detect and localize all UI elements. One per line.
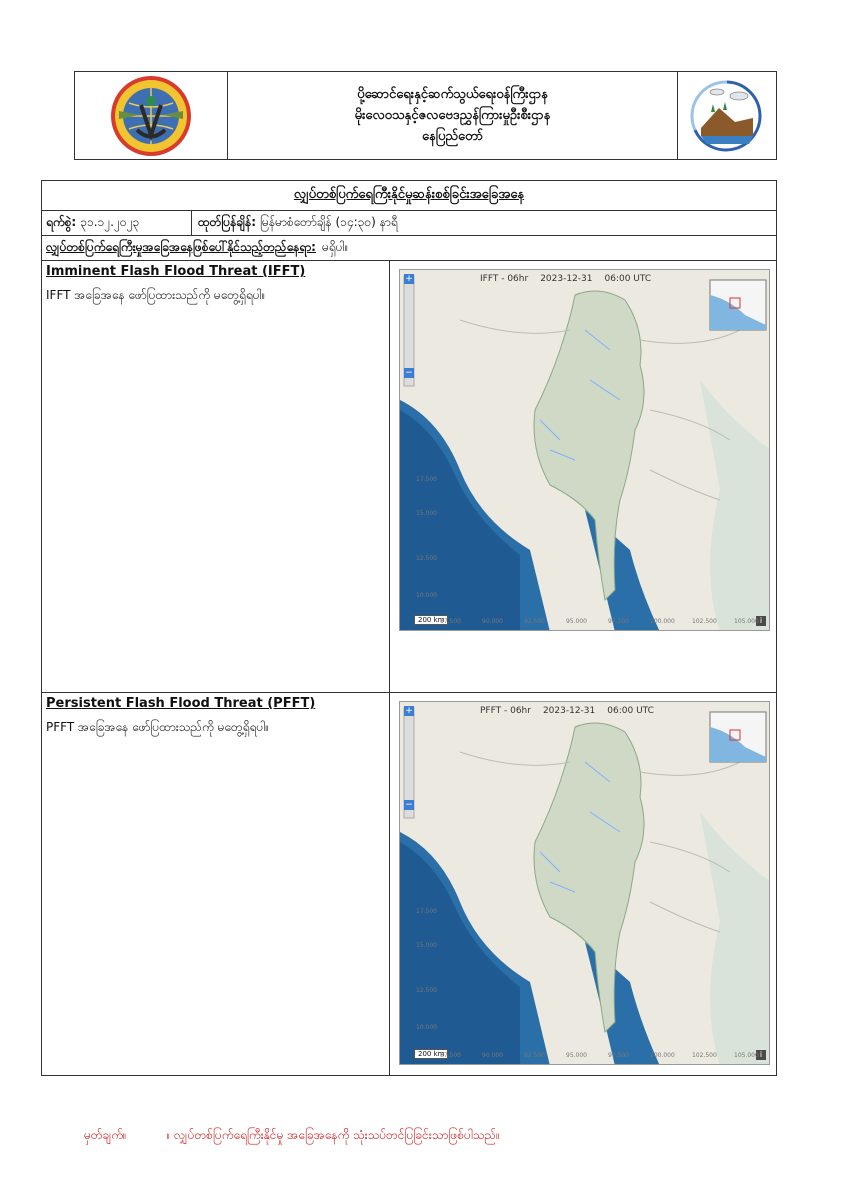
issue-time-value: မြန်မာစံတော်ချိန် (၁၄:၃၀) နာရီ xyxy=(260,215,398,229)
department-name: မိုးလေဝသနှင့်ဇလဗေဒညွှန်ကြားမှုဦးစီးဌာန xyxy=(354,108,551,123)
issue-time-label: ထုတ်ပြန်ချိန်: xyxy=(198,215,257,229)
ifft-description: IFFT အခြေအနေ ဖော်ပြထားသည်ကို မတွေ့ရှိရပါ။ xyxy=(46,288,266,302)
pfft-lon-tick: 92.500 xyxy=(524,1052,545,1059)
pfft-map-image xyxy=(400,702,770,1065)
pfft-lat-tick-3: 12.500 xyxy=(416,987,437,994)
status-value: မရှိပါ။ xyxy=(321,240,349,254)
ifft-lon-tick: 92.500 xyxy=(524,618,545,625)
date-cell xyxy=(42,211,192,235)
pfft-zoom-in-button[interactable]: + xyxy=(405,706,413,716)
note-label: မှတ်ချက်။ xyxy=(84,1128,127,1142)
table-title: လျှပ်တစ်ပြက်ရေကြီးနိုင်မှုဆန်းစစ်ခြင်းအခြေအနေ xyxy=(42,181,776,211)
ifft-lon-tick: 97.500 xyxy=(608,618,629,625)
pfft-lat-tick-1: 17.500 xyxy=(416,908,437,915)
pfft-zoom-out-button[interactable]: − xyxy=(405,800,413,810)
ifft-lat-tick-1: 17.500 xyxy=(416,476,437,483)
ifft-zoom-out-button[interactable]: − xyxy=(405,368,413,378)
pfft-info-button[interactable]: i xyxy=(756,1050,766,1060)
date-value: ၃၁.၁၂.၂၀၂၃ xyxy=(80,215,140,229)
ifft-lon-tick: 95.000 xyxy=(566,618,587,625)
ifft-text-cell xyxy=(42,261,390,692)
pfft-lon-tick: 100.000 xyxy=(650,1052,675,1059)
ifft-zoom-in-button[interactable]: + xyxy=(405,274,413,284)
pfft-map-title: PFFT - 06hr xyxy=(480,706,531,716)
pfft-text-cell xyxy=(42,693,390,1075)
pfft-lon-tick: 105.000 xyxy=(734,1052,759,1059)
issue-time-cell xyxy=(192,211,776,235)
pfft-map-header xyxy=(480,706,654,716)
header-table xyxy=(74,71,777,160)
note-text: ။ လျှပ်တစ်ပြက်ရေကြီးနိုင်မှု အခြေအနေကို သုံးသပ်တင်ပြခြင်းသာဖြစ်ပါသည်။ xyxy=(166,1128,500,1142)
ifft-title: Imminent Flash Flood Threat (IFFT) xyxy=(46,264,306,279)
ifft-lon-tick: 102.500 xyxy=(692,618,717,625)
status-row xyxy=(42,236,776,261)
pfft-lon-tick: 97.500 xyxy=(608,1052,629,1059)
ifft-map xyxy=(399,269,770,631)
assessment-table xyxy=(41,180,777,1076)
status-label: လျှပ်တစ်ပြက်ရေကြီးမှုအခြေအနေဖြစ်ပေါ်နိုင်သည့်တည်နေရာ: xyxy=(46,240,316,254)
pfft-map-time: 06:00 UTC xyxy=(607,706,654,716)
footer-note xyxy=(84,1127,500,1145)
ifft-lat-tick-4: 10.000 xyxy=(416,592,437,599)
ifft-map-image xyxy=(400,270,770,631)
ifft-lon-tick: 87.500 xyxy=(440,618,461,625)
pfft-lon-tick: 87.500 xyxy=(440,1052,461,1059)
ifft-lon-tick: 90.000 xyxy=(482,618,503,625)
ifft-map-time: 06:00 UTC xyxy=(604,274,652,284)
pfft-lon-tick: 95.000 xyxy=(566,1052,587,1059)
pfft-map xyxy=(399,701,770,1065)
pfft-lat-tick-2: 15.000 xyxy=(416,942,437,949)
ifft-section xyxy=(42,261,776,693)
ifft-map-scale: 200 km xyxy=(414,615,448,625)
pfft-lat-tick-4: 10.000 xyxy=(416,1024,437,1031)
ministry-seal-cell xyxy=(75,72,228,159)
ifft-lon-tick: 100.000 xyxy=(650,618,675,625)
pfft-map-date: 2023-12-31 xyxy=(542,706,596,716)
pfft-section xyxy=(42,693,776,1075)
header-titles xyxy=(228,72,678,159)
pfft-description: PFFT အခြေအနေ ဖော်ပြထားသည်ကို မတွေ့ရှိရပါ။ xyxy=(46,720,269,734)
pfft-lon-tick: 102.500 xyxy=(692,1052,717,1059)
ministry-seal-icon xyxy=(107,75,195,157)
ministry-name: ပို့ဆောင်ရေးနှင့်ဆက်သွယ်ရေးဝန်ကြီးဌာန xyxy=(357,87,548,102)
city-name: နေပြည်တော် xyxy=(421,129,483,144)
ifft-map-title: IFFT - 06hr xyxy=(480,274,529,284)
pfft-lon-tick: 90.000 xyxy=(482,1052,503,1059)
ifft-map-date: 2023-12-31 xyxy=(540,274,593,284)
pfft-map-scale: 200 km xyxy=(414,1049,448,1059)
ifft-info-button[interactable]: i xyxy=(756,616,766,626)
pfft-title: Persistent Flash Flood Threat (PFFT) xyxy=(46,696,316,711)
ifft-lat-tick-2: 15.000 xyxy=(416,510,437,517)
ifft-map-header xyxy=(480,274,651,284)
ifft-lon-tick: 105.000 xyxy=(734,618,759,625)
hydrology-logo-cell xyxy=(678,72,776,159)
hydrology-cycle-icon xyxy=(687,78,767,154)
info-row xyxy=(42,211,776,236)
date-label: ရက်စွဲ: xyxy=(46,215,77,229)
ifft-lat-tick-3: 12.500 xyxy=(416,555,437,562)
